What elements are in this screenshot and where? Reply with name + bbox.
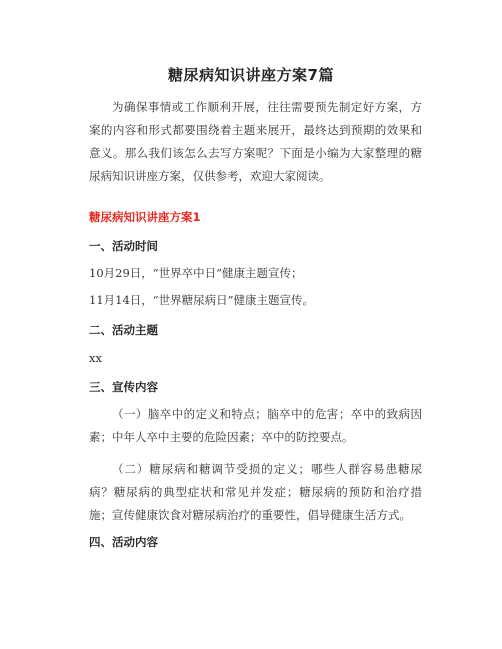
time-line-2: 11月14日，“世界糖尿病日”健康主题宣传。 <box>89 293 315 307</box>
document-title: 糖尿病知识讲座方案7篇 <box>168 66 334 84</box>
heading-activity-content: 四、活动内容 <box>89 535 158 549</box>
content-paragraph-1: （一）脑卒中的定义和特点；脑卒中的危害；卒中的致病因素；中年人卒中主要的危险因素；卒中的防控要点。 <box>89 407 422 444</box>
heading-publicity-content: 三、宣传内容 <box>89 380 158 394</box>
content-paragraph-2: （二）糖尿病和糖调节受损的定义；哪些人群容易患糖尿病？糖尿病的典型症状和常见并发症；糖尿病的预防和治疗措施；宣传健康饮食对糖尿病治疗的重要性，倡导健康生活方式。 <box>89 462 422 522</box>
time-line-1: 10月29日，“世界卒中日”健康主题宣传； <box>89 266 303 280</box>
heading-activity-theme: 二、活动主题 <box>89 323 158 337</box>
theme-text: xx <box>89 351 102 365</box>
heading-activity-time: 一、活动时间 <box>89 239 158 253</box>
intro-paragraph: 为确保事情或工作顺利开展，往往需要预先制定好方案，方案的内容和形式都要围绕着主题来展开，最终达到预期的效果和意义。那么我们该怎么去写方案呢？下面是小编为大家整理的糖尿病知识讲座方案，仅供参考，欢迎大家阅读。 <box>89 100 422 183</box>
section-title: 糖尿病知识讲座方案1 <box>89 210 201 224</box>
